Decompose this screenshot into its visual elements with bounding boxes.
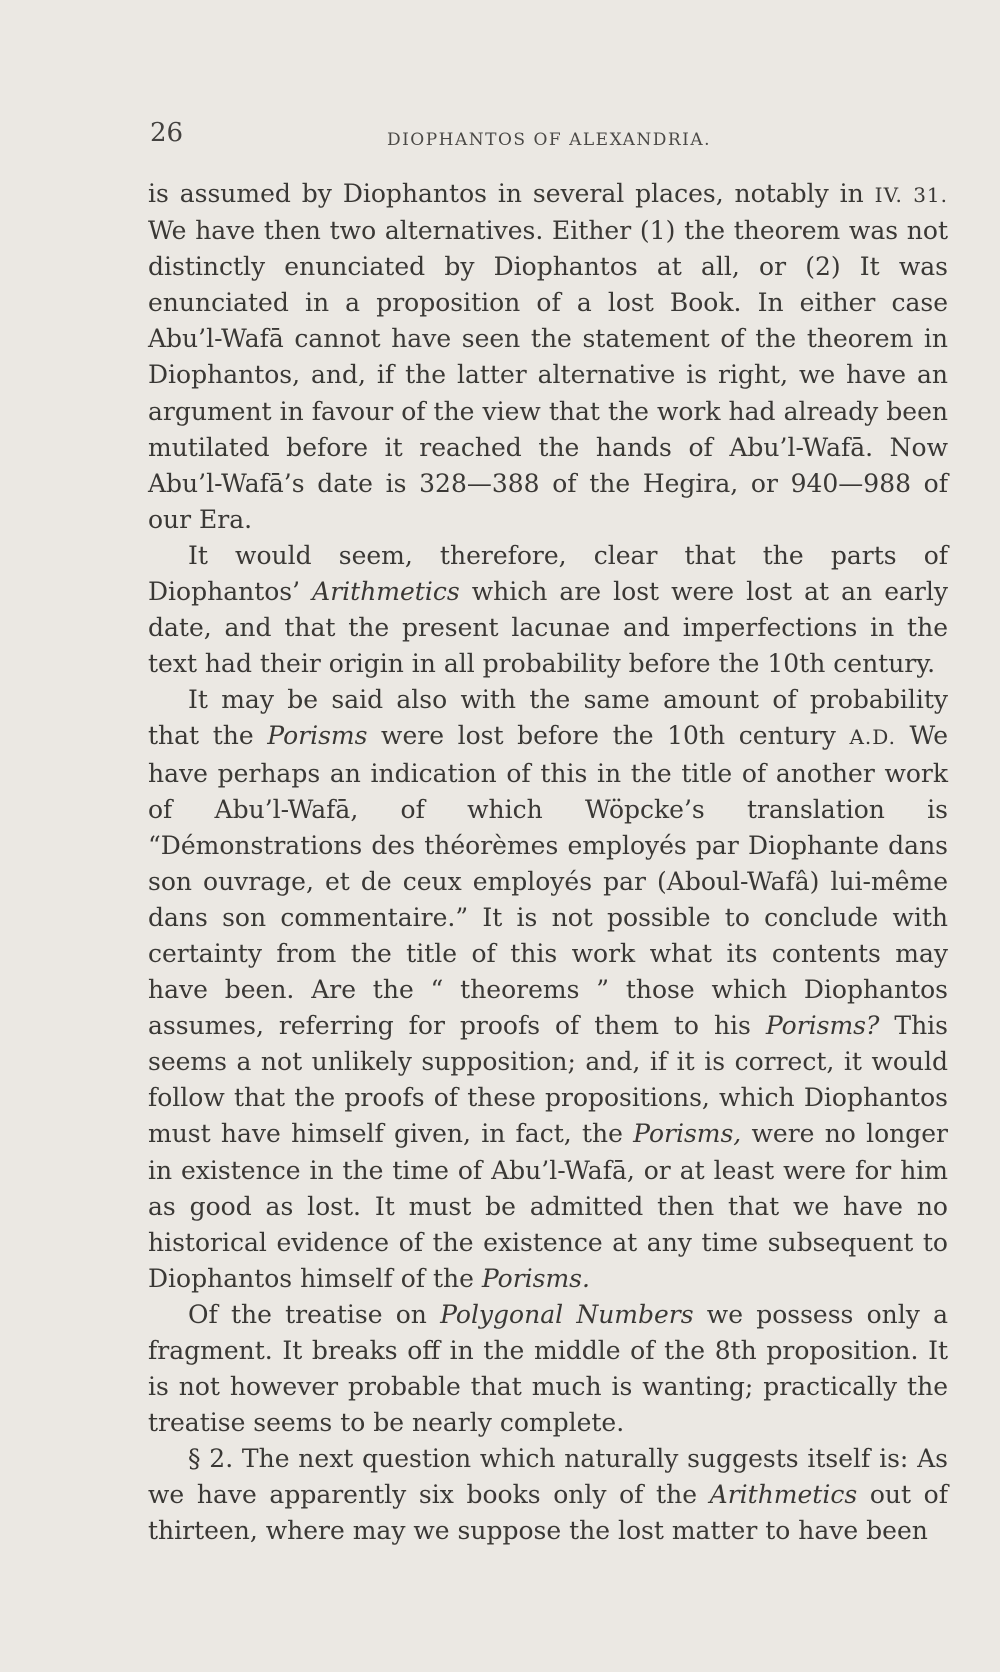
text-segment: It may be said also with the same amount of probability that the [148, 685, 948, 751]
paragraph [148, 1441, 948, 1549]
text-segment: We have perhaps an indication of this in the title of another work of Abu’l-Wafā, of which Wöpcke’s translation is “Démonstrations des théorèmes employés par Diophante dans son ouvrage, et de ceux employés par (Aboul-Wafâ) lui-même dans son commentaire.” It is not possible to conclude with certainty from the title of this work what its contents may have been. Are the “ theorems ” those which Diophantos assumes, referring for proofs of them to his [148, 721, 949, 1041]
body-text [148, 176, 948, 1550]
italic-title: Porisms, [633, 1119, 742, 1149]
paragraph [148, 176, 948, 538]
italic-title: Arithmetics [312, 577, 460, 607]
paragraph [148, 538, 948, 682]
page-header [150, 118, 948, 158]
text-segment: out of thirteen, where may we suppose the lost matter to have been [148, 1480, 948, 1546]
italic-title: Porisms [267, 721, 368, 751]
page-number: 26 [150, 118, 184, 148]
text-segment: This seems a not unlikely supposition; and, if it is correct, it would follow that the proofs of these propositions, which Diophantos must have himself given, in fact, the [148, 1011, 948, 1149]
italic-title: Arithmetics [709, 1480, 858, 1510]
text-segment: It would seem, therefore, clear that the parts of Diophantos’ [148, 540, 948, 607]
italic-title: Porisms. [481, 1263, 590, 1293]
italic-title: Polygonal Numbers [440, 1299, 694, 1329]
text-segment: we possess only a fragment. It breaks off in the middle of the 8th proposition. It is not however probable that much is wanting; practically the treatise seems to be nearly complete. [148, 1299, 948, 1438]
running-head: DIOPHANTOS OF ALEXANDRIA. [386, 130, 712, 150]
italic-title: Porisms? [765, 1011, 880, 1041]
text-segment: We have then two alternatives. Either (1) the theorem was not distinctly enunciated by Diophantos at all, or (2) It was enunciated in a proposition of a lost Book. In either case Abu’l-Wafā cannot have seen the statement of the theorem in Diophantos, and, if the latter alternative is right, we have an argument in favour of the view that the work had already been mutilated before it reached the hands of Abu’l-Wafā. Now Abu’l-Wafā’s date is 328—388 of the Hegira, or 940—988 of our Era. [148, 216, 948, 534]
text-segment: were lost before the 10th century [367, 721, 850, 751]
text-segment: were no longer in existence in the time of Abu’l-Wafā, or at least were for him as good as lost. It must be admitted then that we have no historical evidence of the existence at any time subsequent to Diophantos himself of the [148, 1119, 948, 1293]
text-segment: Of the treatise on [188, 1299, 441, 1329]
text-segment: § 2. The next question which naturally suggests itself is: As we have apparently six books only of the [148, 1444, 948, 1510]
text-segment: is assumed by Diophantos in several places, notably in [148, 179, 875, 208]
text-segment: which are lost were lost at an early date, and that the present lacunae and imperfections in the text had their origin in all probability before the 10th century. [148, 577, 948, 679]
paragraph [148, 1297, 948, 1441]
paragraph [148, 682, 948, 1297]
smallcaps-reference: A.D. [849, 725, 896, 750]
smallcaps-reference: IV. 31. [874, 183, 948, 207]
